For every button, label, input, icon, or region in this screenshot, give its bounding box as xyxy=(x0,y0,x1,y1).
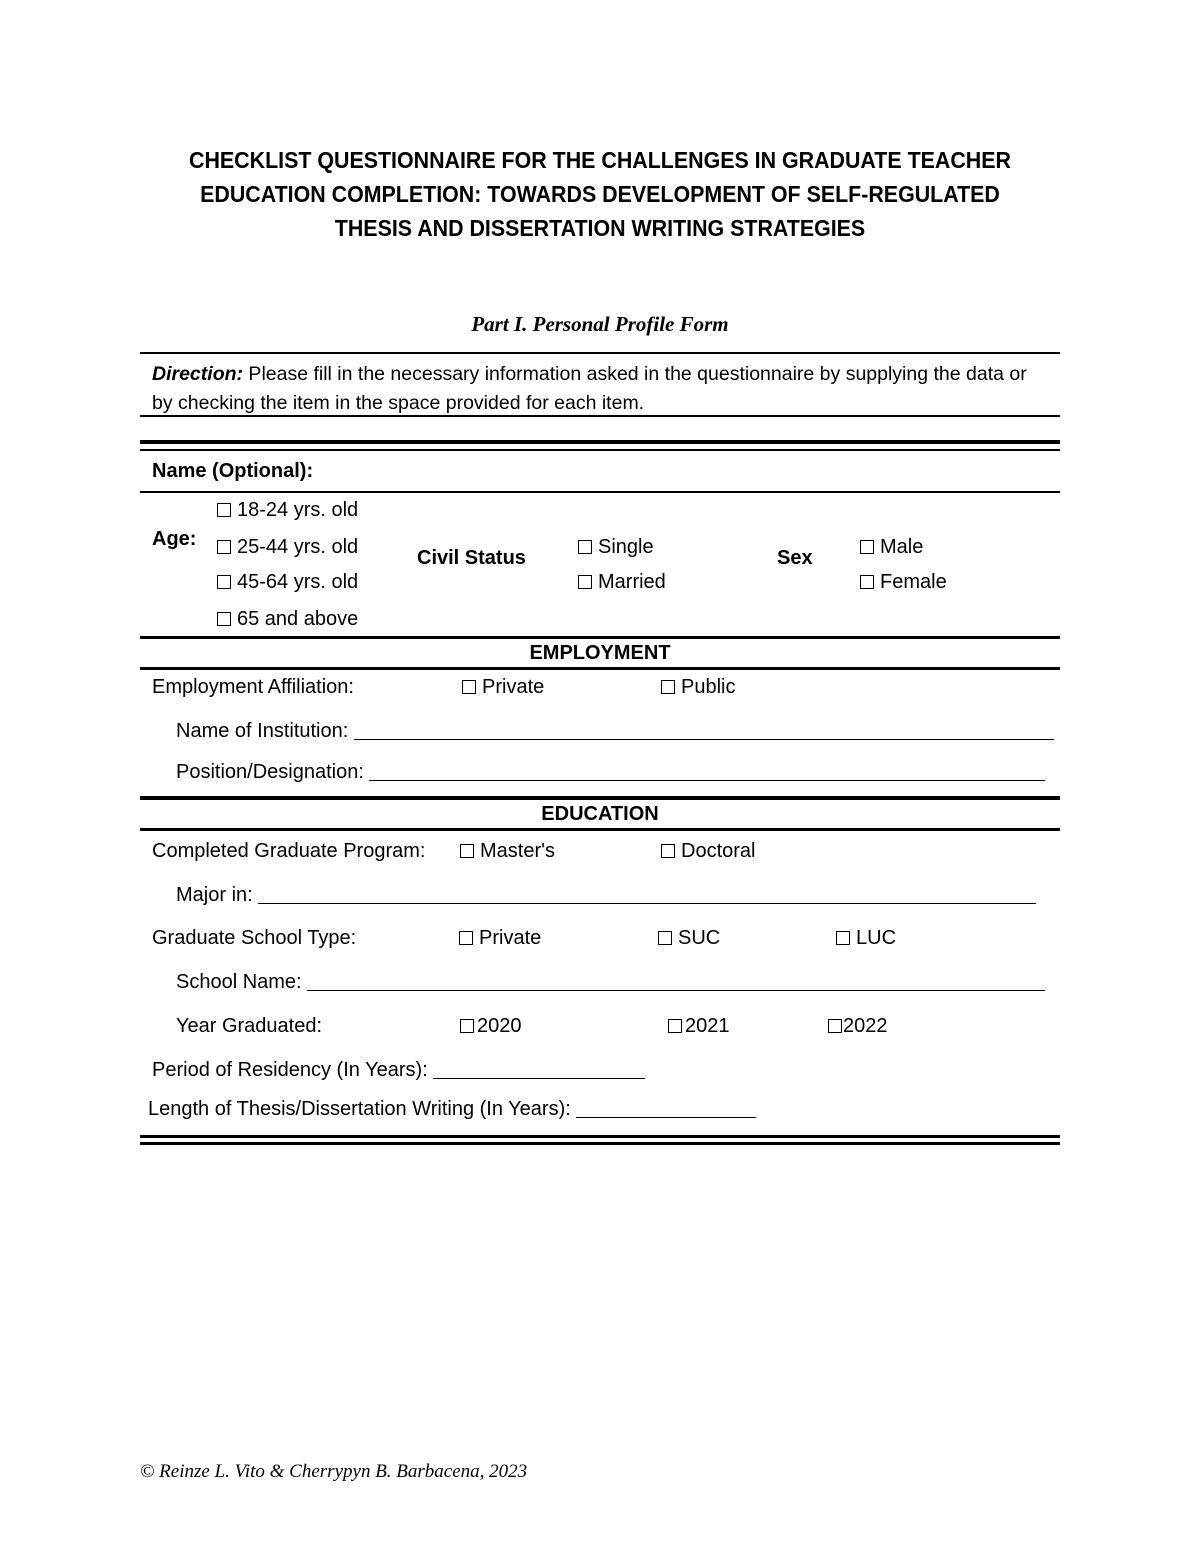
rule-form-bottom-1 xyxy=(140,1135,1060,1138)
checkbox-icon[interactable] xyxy=(217,612,231,626)
age-label: Age: xyxy=(152,528,197,550)
major-field[interactable] xyxy=(258,883,1036,904)
major-label: Major in: xyxy=(176,884,253,906)
rule-education-top xyxy=(140,796,1060,800)
residency-label: Period of Residency (In Years): xyxy=(152,1059,428,1081)
year-option-2020[interactable] xyxy=(460,1014,522,1038)
direction-body: Please fill in the necessary information asked in the questionnaire by supplying the data or by checking the item in the space provided for each item. xyxy=(152,363,1027,414)
copyright-footer: © Reinze L. Vito & Cherrypyn B. Barbacena, 2023 xyxy=(140,1461,528,1482)
checkbox-icon[interactable] xyxy=(828,1019,842,1033)
checkbox-icon[interactable] xyxy=(460,1019,474,1033)
sex-option-female[interactable] xyxy=(860,570,947,594)
age-option-label: 45-64 yrs. old xyxy=(237,571,359,593)
school-type-option-suc[interactable] xyxy=(658,926,720,950)
rule-direction-top xyxy=(140,352,1060,354)
institution-name-label: Name of Institution: xyxy=(176,720,349,742)
sex-option-label: Male xyxy=(880,536,924,558)
age-option-label: 18-24 yrs. old xyxy=(237,499,359,521)
thesis-length-label: Length of Thesis/Dissertation Writing (In Years): xyxy=(148,1098,571,1120)
year-option-label: 2020 xyxy=(477,1015,522,1037)
rule-employment-top xyxy=(140,636,1060,639)
checkbox-icon[interactable] xyxy=(860,575,874,589)
checkbox-icon[interactable] xyxy=(668,1019,682,1033)
school-type-option-label: Private xyxy=(479,927,542,949)
rule-direction-bottom xyxy=(140,415,1060,417)
age-option-25-44[interactable] xyxy=(217,535,358,559)
program-option-masters[interactable] xyxy=(460,839,555,863)
school-type-option-label: LUC xyxy=(856,927,897,949)
checkbox-icon[interactable] xyxy=(661,680,675,694)
checkbox-icon[interactable] xyxy=(460,844,474,858)
direction-label: Direction: xyxy=(152,363,244,385)
checkbox-icon[interactable] xyxy=(836,931,850,945)
education-heading: EDUCATION xyxy=(541,803,659,825)
thesis-length-field[interactable] xyxy=(576,1097,756,1118)
civil-status-option-label: Married xyxy=(598,571,666,593)
checkbox-icon[interactable] xyxy=(658,931,672,945)
rule-form-bottom-2 xyxy=(140,1142,1060,1145)
age-option-45-64[interactable] xyxy=(217,570,358,594)
checkbox-icon[interactable] xyxy=(462,680,476,694)
year-option-2021[interactable] xyxy=(668,1014,730,1038)
checkbox-icon[interactable] xyxy=(217,503,231,517)
affiliation-option-private[interactable] xyxy=(462,675,544,699)
sex-label: Sex xyxy=(777,547,813,569)
rule-employment-bottom xyxy=(140,667,1060,670)
position-label: Position/Designation: xyxy=(176,761,364,783)
year-option-label: 2021 xyxy=(685,1015,730,1037)
school-type-option-luc[interactable] xyxy=(836,926,896,950)
thesis-length-row xyxy=(148,1097,756,1121)
school-name-field[interactable] xyxy=(307,970,1045,991)
major-row xyxy=(176,883,1036,907)
school-name-label: School Name: xyxy=(176,971,302,993)
rule-name-bottom xyxy=(140,491,1060,493)
school-type-label: Graduate School Type: xyxy=(152,927,357,949)
title-line-3: THESIS AND DISSERTATION WRITING STRATEGIES xyxy=(334,215,866,241)
part-heading: Part I. Personal Profile Form xyxy=(471,312,729,336)
affiliation-option-label: Public xyxy=(681,676,736,698)
rule-form-top-thick xyxy=(140,440,1060,444)
residency-field[interactable] xyxy=(433,1058,645,1079)
institution-name-row xyxy=(176,719,1054,743)
age-option-18-24[interactable] xyxy=(217,498,358,522)
title-line-2: EDUCATION COMPLETION: TOWARDS DEVELOPMENT OF SELF-REGULATED xyxy=(200,181,1000,207)
sex-option-label: Female xyxy=(880,571,947,593)
age-option-label: 65 and above xyxy=(237,608,359,630)
name-label: Name (Optional): xyxy=(152,460,314,482)
checkbox-icon[interactable] xyxy=(459,931,473,945)
school-type-option-private[interactable] xyxy=(459,926,541,950)
document-title xyxy=(172,143,1028,245)
checkbox-icon[interactable] xyxy=(217,540,231,554)
graduate-program-label: Completed Graduate Program: xyxy=(152,840,426,862)
school-name-row xyxy=(176,970,1045,994)
program-option-label: Master's xyxy=(480,840,555,862)
position-row xyxy=(176,760,1045,784)
title-line-1: CHECKLIST QUESTIONNAIRE FOR THE CHALLENGES IN GRADUATE TEACHER xyxy=(189,147,1011,173)
age-option-label: 25-44 yrs. old xyxy=(237,536,359,558)
school-type-option-label: SUC xyxy=(678,927,721,949)
employment-affiliation-label: Employment Affiliation: xyxy=(152,676,354,698)
rule-form-top-thin xyxy=(140,449,1060,451)
year-option-label: 2022 xyxy=(843,1015,888,1037)
age-option-65-above[interactable] xyxy=(217,607,358,631)
institution-name-field[interactable] xyxy=(354,719,1054,740)
checkbox-icon[interactable] xyxy=(661,844,675,858)
affiliation-option-label: Private xyxy=(482,676,545,698)
checkbox-icon[interactable] xyxy=(578,540,592,554)
year-option-2022[interactable] xyxy=(828,1014,888,1038)
residency-row xyxy=(152,1058,645,1082)
year-graduated-label: Year Graduated: xyxy=(176,1015,323,1037)
rule-education-bottom xyxy=(140,828,1060,831)
checkbox-icon[interactable] xyxy=(578,575,592,589)
civil-status-option-label: Single xyxy=(598,536,654,558)
civil-status-option-married[interactable] xyxy=(578,570,666,594)
civil-status-option-single[interactable] xyxy=(578,535,654,559)
sex-option-male[interactable] xyxy=(860,535,923,559)
employment-heading: EMPLOYMENT xyxy=(529,642,671,664)
checkbox-icon[interactable] xyxy=(860,540,874,554)
affiliation-option-public[interactable] xyxy=(661,675,735,699)
direction-text xyxy=(152,360,1052,418)
position-field[interactable] xyxy=(369,760,1045,781)
program-option-label: Doctoral xyxy=(681,840,756,862)
program-option-doctoral[interactable] xyxy=(661,839,755,863)
civil-status-label: Civil Status xyxy=(417,547,526,569)
checkbox-icon[interactable] xyxy=(217,575,231,589)
